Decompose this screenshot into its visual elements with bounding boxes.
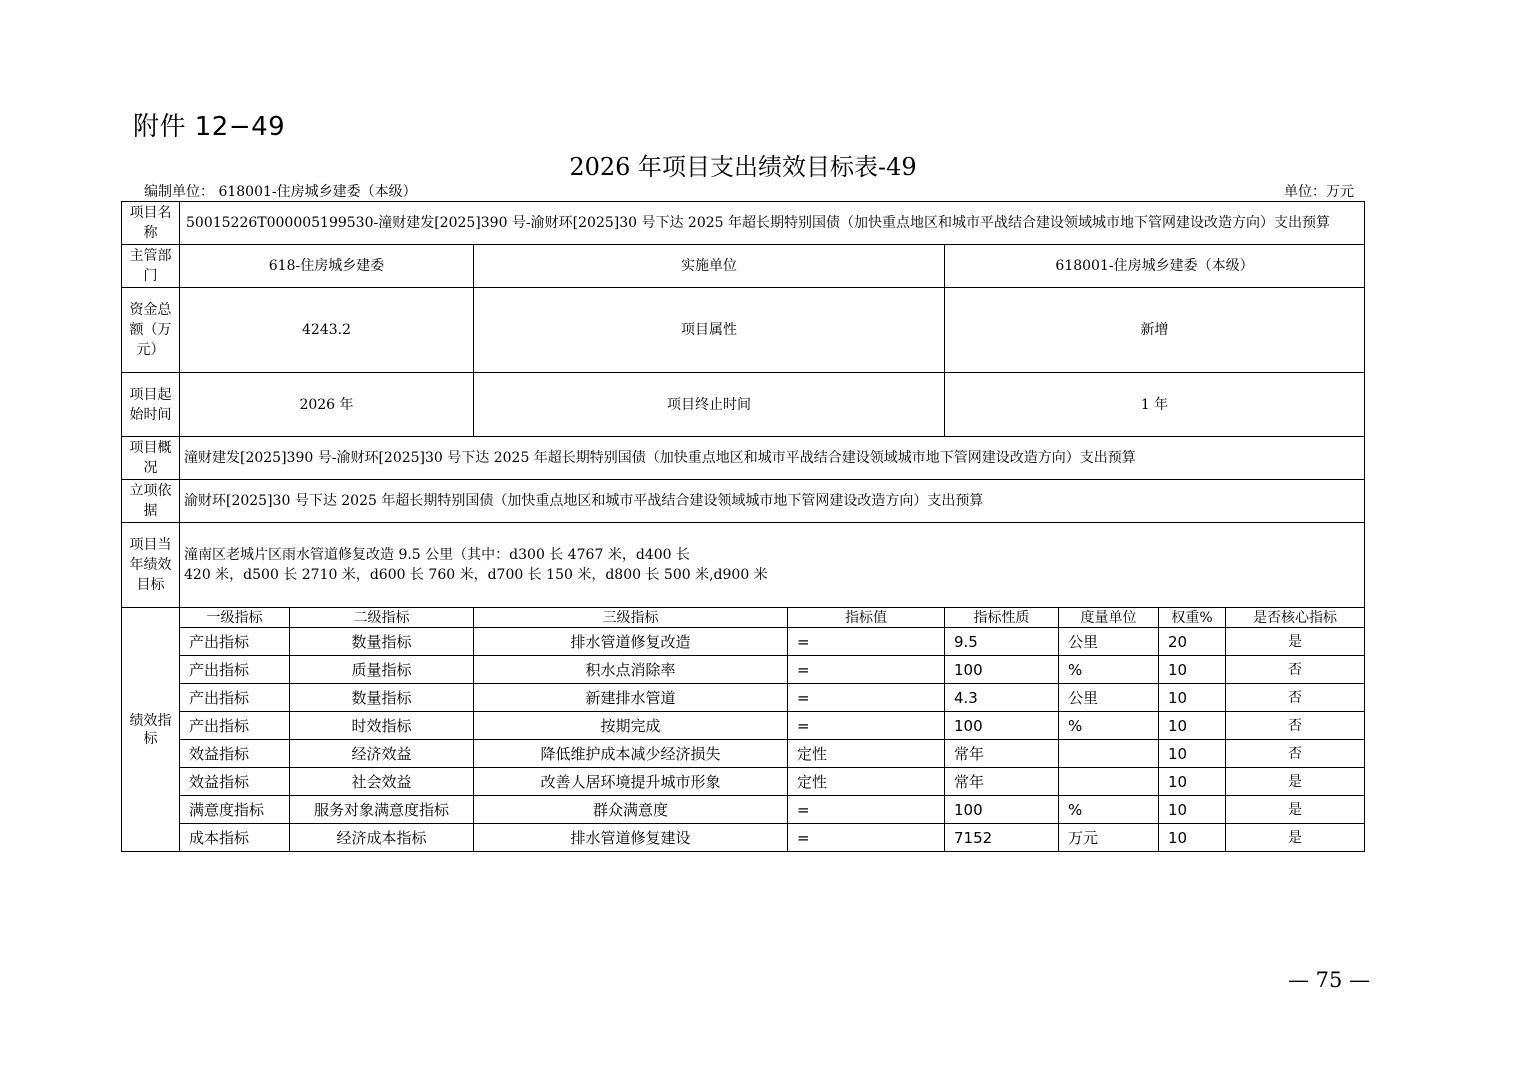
- level2-cell: 服务对象满意度指标: [290, 796, 474, 824]
- goal-label: 项目当年绩效目标: [122, 523, 180, 608]
- compiler-unit: 编制单位： 618001-住房城乡建委（本级）: [144, 184, 417, 200]
- weight-cell: 10: [1159, 712, 1226, 740]
- nature-cell: 100: [945, 796, 1059, 824]
- end-time-value: 1 年: [945, 373, 1365, 437]
- level1-cell: 产出指标: [180, 656, 290, 684]
- level1-cell: 产出指标: [180, 712, 290, 740]
- unit-cell: %: [1059, 712, 1159, 740]
- level2-cell: 经济成本指标: [290, 824, 474, 852]
- core-cell: 否: [1226, 712, 1365, 740]
- weight-cell: 10: [1159, 824, 1226, 852]
- level3-cell: 积水点消除率: [474, 656, 788, 684]
- value-cell: =: [788, 796, 945, 824]
- nature-cell: 7152: [945, 824, 1059, 852]
- start-time-label: 项目起始时间: [122, 373, 180, 437]
- level2-cell: 数量指标: [290, 628, 474, 656]
- value-cell: 定性: [788, 768, 945, 796]
- unit-cell: [1059, 768, 1159, 796]
- nature-cell: 4.3: [945, 684, 1059, 712]
- level3-cell: 降低维护成本减少经济损失: [474, 740, 788, 768]
- overview-label: 项目概况: [122, 437, 180, 480]
- overview-value: 潼财建发[2025]390 号-渝财环[2025]30 号下达 2025 年超长期特别国债（加快重点地区和城市平战结合建设领域城市地下管网建设改造方向）支出预算: [180, 437, 1365, 480]
- value-cell: =: [788, 628, 945, 656]
- unit-cell: 公里: [1059, 684, 1159, 712]
- weight-cell: 20: [1159, 628, 1226, 656]
- indicator-row: [122, 824, 1365, 852]
- project-attr-label: 项目属性: [474, 288, 945, 373]
- header-level3: 三级指标: [474, 608, 788, 628]
- weight-cell: 10: [1159, 684, 1226, 712]
- level1-cell: 满意度指标: [180, 796, 290, 824]
- unit-cell: %: [1059, 656, 1159, 684]
- level3-cell: 群众满意度: [474, 796, 788, 824]
- department-label: 主管部门: [122, 245, 180, 288]
- goal-line-1: 潼南区老城片区雨水管道修复改造 9.5 公里（其中：d300 长 4767 米，d400 长: [184, 547, 690, 563]
- nature-cell: 100: [945, 712, 1059, 740]
- core-cell: 否: [1226, 656, 1365, 684]
- page-number: — 75 —: [1288, 968, 1371, 992]
- nature-cell: 9.5: [945, 628, 1059, 656]
- indicator-row: [122, 740, 1365, 768]
- nature-cell: 100: [945, 656, 1059, 684]
- basis-row: [122, 480, 1365, 523]
- indicator-row: [122, 796, 1365, 824]
- project-name-row: [122, 202, 1365, 245]
- unit-cell: 万元: [1059, 824, 1159, 852]
- level2-cell: 时效指标: [290, 712, 474, 740]
- header-nature: 指标性质: [945, 608, 1059, 628]
- level3-cell: 排水管道修复建设: [474, 824, 788, 852]
- indicator-header-row: [122, 608, 1365, 628]
- level1-cell: 效益指标: [180, 740, 290, 768]
- header-unit: 度量单位: [1059, 608, 1159, 628]
- goal-row: [122, 523, 1365, 608]
- core-cell: 是: [1226, 824, 1365, 852]
- indicator-row: [122, 712, 1365, 740]
- level3-cell: 改善人居环境提升城市形象: [474, 768, 788, 796]
- weight-cell: 10: [1159, 740, 1226, 768]
- basis-label: 立项依据: [122, 480, 180, 523]
- indicator-row: [122, 628, 1365, 656]
- core-cell: 是: [1226, 796, 1365, 824]
- header-core: 是否核心指标: [1226, 608, 1365, 628]
- indicator-row: [122, 684, 1365, 712]
- impl-unit-value: 618001-住房城乡建委（本级）: [945, 245, 1365, 288]
- weight-cell: 10: [1159, 796, 1226, 824]
- weight-cell: 10: [1159, 768, 1226, 796]
- header-level2: 二级指标: [290, 608, 474, 628]
- value-cell: =: [788, 656, 945, 684]
- value-cell: 定性: [788, 740, 945, 768]
- level2-cell: 质量指标: [290, 656, 474, 684]
- unit-cell: 公里: [1059, 628, 1159, 656]
- nature-cell: 常年: [945, 768, 1059, 796]
- overview-row: [122, 437, 1365, 480]
- core-cell: 是: [1226, 628, 1365, 656]
- funds-row: [122, 288, 1365, 373]
- start-time-value: 2026 年: [180, 373, 474, 437]
- goal-value: [180, 523, 1365, 608]
- funds-value: 4243.2: [180, 288, 474, 373]
- level2-cell: 经济效益: [290, 740, 474, 768]
- goal-line-2: 420 米，d500 长 2710 米，d600 长 760 米，d700 长 150 米，d800 长 500 米,d900 米: [184, 567, 768, 583]
- project-name-label: 项目名称: [122, 202, 180, 245]
- value-cell: =: [788, 712, 945, 740]
- value-cell: =: [788, 824, 945, 852]
- level1-cell: 成本指标: [180, 824, 290, 852]
- header-weight: 权重%: [1159, 608, 1226, 628]
- department-value: 618-住房城乡建委: [180, 245, 474, 288]
- level1-cell: 效益指标: [180, 768, 290, 796]
- project-attr-value: 新增: [945, 288, 1365, 373]
- indicator-row: [122, 656, 1365, 684]
- project-name-value: 50015226T000005199530-潼财建发[2025]390 号-渝财环[2025]30 号下达 2025 年超长期特别国债（加快重点地区和城市平战结合建设领域城市地下管网建设改造方向）支出预算: [180, 202, 1365, 245]
- impl-unit-label: 实施单位: [474, 245, 945, 288]
- core-cell: 否: [1226, 740, 1365, 768]
- currency-unit: 单位：万元: [1284, 184, 1354, 200]
- indicator-row: [122, 768, 1365, 796]
- level2-cell: 社会效益: [290, 768, 474, 796]
- core-cell: 是: [1226, 768, 1365, 796]
- unit-cell: [1059, 740, 1159, 768]
- header-value: 指标值: [788, 608, 945, 628]
- unit-cell: %: [1059, 796, 1159, 824]
- weight-cell: 10: [1159, 656, 1226, 684]
- level3-cell: 新建排水管道: [474, 684, 788, 712]
- end-time-label: 项目终止时间: [474, 373, 945, 437]
- attachment-label: 附件 12−49: [133, 112, 286, 142]
- funds-label: 资金总额（万元）: [122, 288, 180, 373]
- basis-value: 渝财环[2025]30 号下达 2025 年超长期特别国债（加快重点地区和城市平战结合建设领域城市地下管网建设改造方向）支出预算: [180, 480, 1365, 523]
- start-row: [122, 373, 1365, 437]
- level1-cell: 产出指标: [180, 684, 290, 712]
- core-cell: 否: [1226, 684, 1365, 712]
- value-cell: =: [788, 684, 945, 712]
- page-title: 2026 年项目支出绩效目标表-49: [569, 153, 917, 181]
- header-level1: 一级指标: [180, 608, 290, 628]
- indicators-label: 绩效指标: [122, 608, 180, 852]
- level1-cell: 产出指标: [180, 628, 290, 656]
- level3-cell: 按期完成: [474, 712, 788, 740]
- level3-cell: 排水管道修复改造: [474, 628, 788, 656]
- department-row: [122, 245, 1365, 288]
- nature-cell: 常年: [945, 740, 1059, 768]
- level2-cell: 数量指标: [290, 684, 474, 712]
- performance-target-table: [121, 201, 1365, 852]
